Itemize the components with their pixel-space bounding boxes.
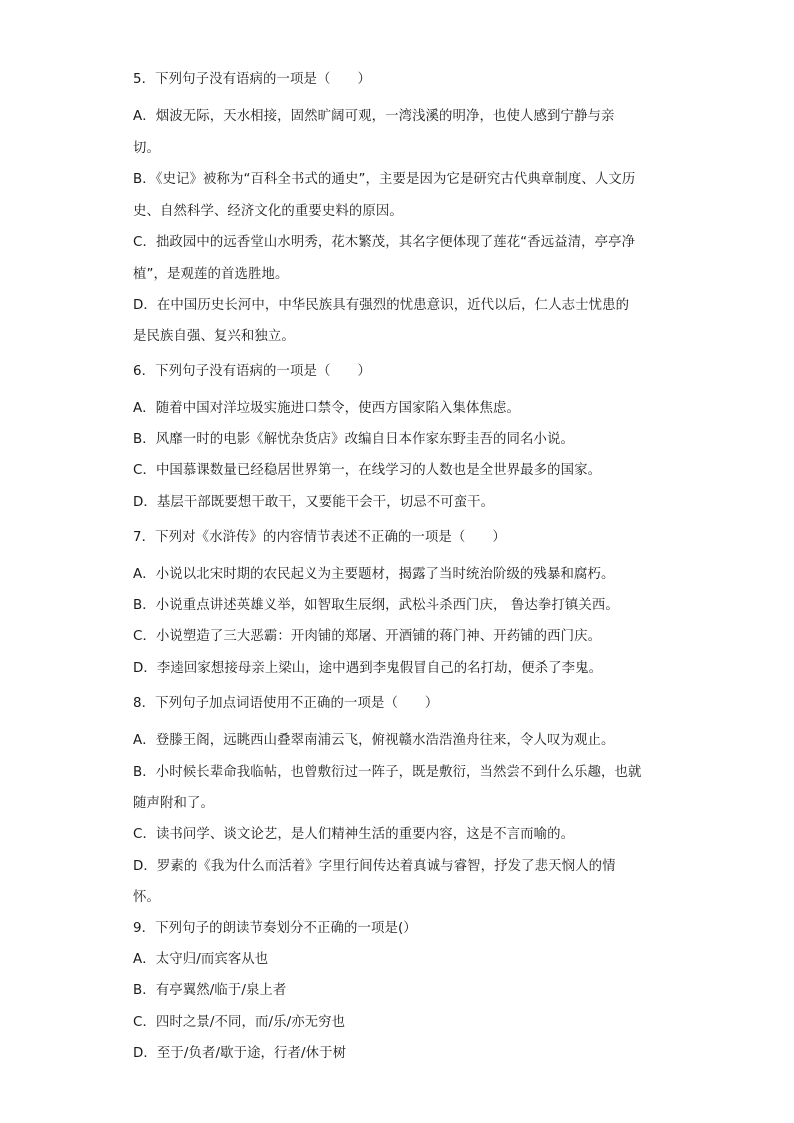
question-8-option-d-line-2: 怀。: [133, 890, 160, 905]
question-7-option-a: A．小说以北宋时期的农民起义为主要题材，揭露了当时统治阶级的残暴和腐朽。: [133, 567, 615, 582]
question-8-option-b-line-1: B．小时候长辈命我临帖，也曾敷衍过一阵子，既是敷衍，当然尝不到什么乐趣，也就: [133, 765, 642, 780]
question-8-option-a: A．登滕王阁，远眺西山叠翠南浦云飞，俯视赣水浩浩渔舟往来，令人叹为观止。: [133, 733, 615, 748]
question-6-option-d: D．基层干部既要想干敢干，又要能干会干，切忌不可蛮干。: [133, 495, 495, 510]
question-9-option-a: A．太守归/而宾客从也: [133, 952, 269, 967]
question-6-option-b: B．风靡一时的电影《解忧杂货店》改编自日本作家东野圭吾的同名小说。: [133, 432, 574, 447]
question-6-option-c: C．中国慕课数量已经稳居世界第一，在线学习的人数也是全世界最多的国家。: [133, 463, 602, 478]
question-5-option-b-line-1: B．《史记》被称为“百科全书式的通史”，主要是因为它是研究古代典章制度、人文历: [133, 172, 636, 187]
question-5-option-d-line-1: D．在中国历史长河中，中华民族具有强烈的忧患意识，近代以后，仁人志士忧患的: [133, 298, 630, 313]
question-9-option-b: B．有亭翼然/临于/泉上者: [133, 983, 287, 998]
question-8-option-d-line-1: D．罗素的《我为什么而活着》字里行间传达着真诚与睿智，抒发了悲天悯人的情: [133, 859, 616, 874]
question-7-option-c: C．小说塑造了三大恶霸：开肉铺的郑屠、开酒铺的蒋门神、开药铺的西门庆。: [133, 629, 602, 644]
question-5-option-c-line-2: 植”，是观莲的首选胜地。: [133, 267, 289, 282]
question-8-option-b-line-2: 随声附和了。: [133, 796, 214, 811]
question-6-option-a: A．随着中国对洋垃圾实施进口禁令，使西方国家陷入集体焦虑。: [133, 401, 520, 416]
question-6-stem: 6．下列句子没有语病的一项是（ ）: [133, 364, 371, 379]
question-5-option-b-line-2: 史、自然科学、经济文化的重要史料的原因。: [133, 204, 403, 219]
question-5-option-a-line-2: 切。: [133, 141, 160, 156]
question-7-stem: 7．下列对《水浒传》的内容情节表述不正确的一项是（ ）: [133, 530, 506, 545]
question-9-option-d: D．至于/负者/歇于途，行者/休于树: [133, 1046, 347, 1061]
question-9-option-c: C．四时之景/不同，而/乐/亦无穷也: [133, 1015, 346, 1030]
question-7-option-d: D．李逵回家想接母亲上梁山，途中遇到李鬼假冒自己的名打劫，便杀了李鬼。: [133, 661, 603, 676]
question-8-stem: 8．下列句子加点词语使用不正确的一项是（ ）: [133, 696, 439, 711]
question-5-stem: 5．下列句子没有语病的一项是（ ）: [133, 72, 371, 87]
question-7-option-b: B．小说重点讲述英雄义举，如智取生辰纲，武松斗杀西门庆， 鲁达拳打镇关西。: [133, 598, 619, 613]
question-5-option-a-line-1: A．烟波无际，天水相接，固然旷阔可观，一湾浅溪的明净，也使人感到宁静与亲: [133, 109, 615, 124]
question-5-option-c-line-1: C．拙政园中的远香堂山水明秀，花木繁茂，其名字便体现了莲花“香远益清，亭亭净: [133, 235, 636, 250]
question-8-option-c: C．读书问学、谈文论艺，是人们精神生活的重要内容，这是不言而喻的。: [133, 827, 575, 842]
question-5-option-d-line-2: 是民族自强、复兴和独立。: [133, 329, 295, 344]
question-9-stem: 9．下列句子的朗读节奏划分不正确的一项是(）: [133, 921, 417, 936]
